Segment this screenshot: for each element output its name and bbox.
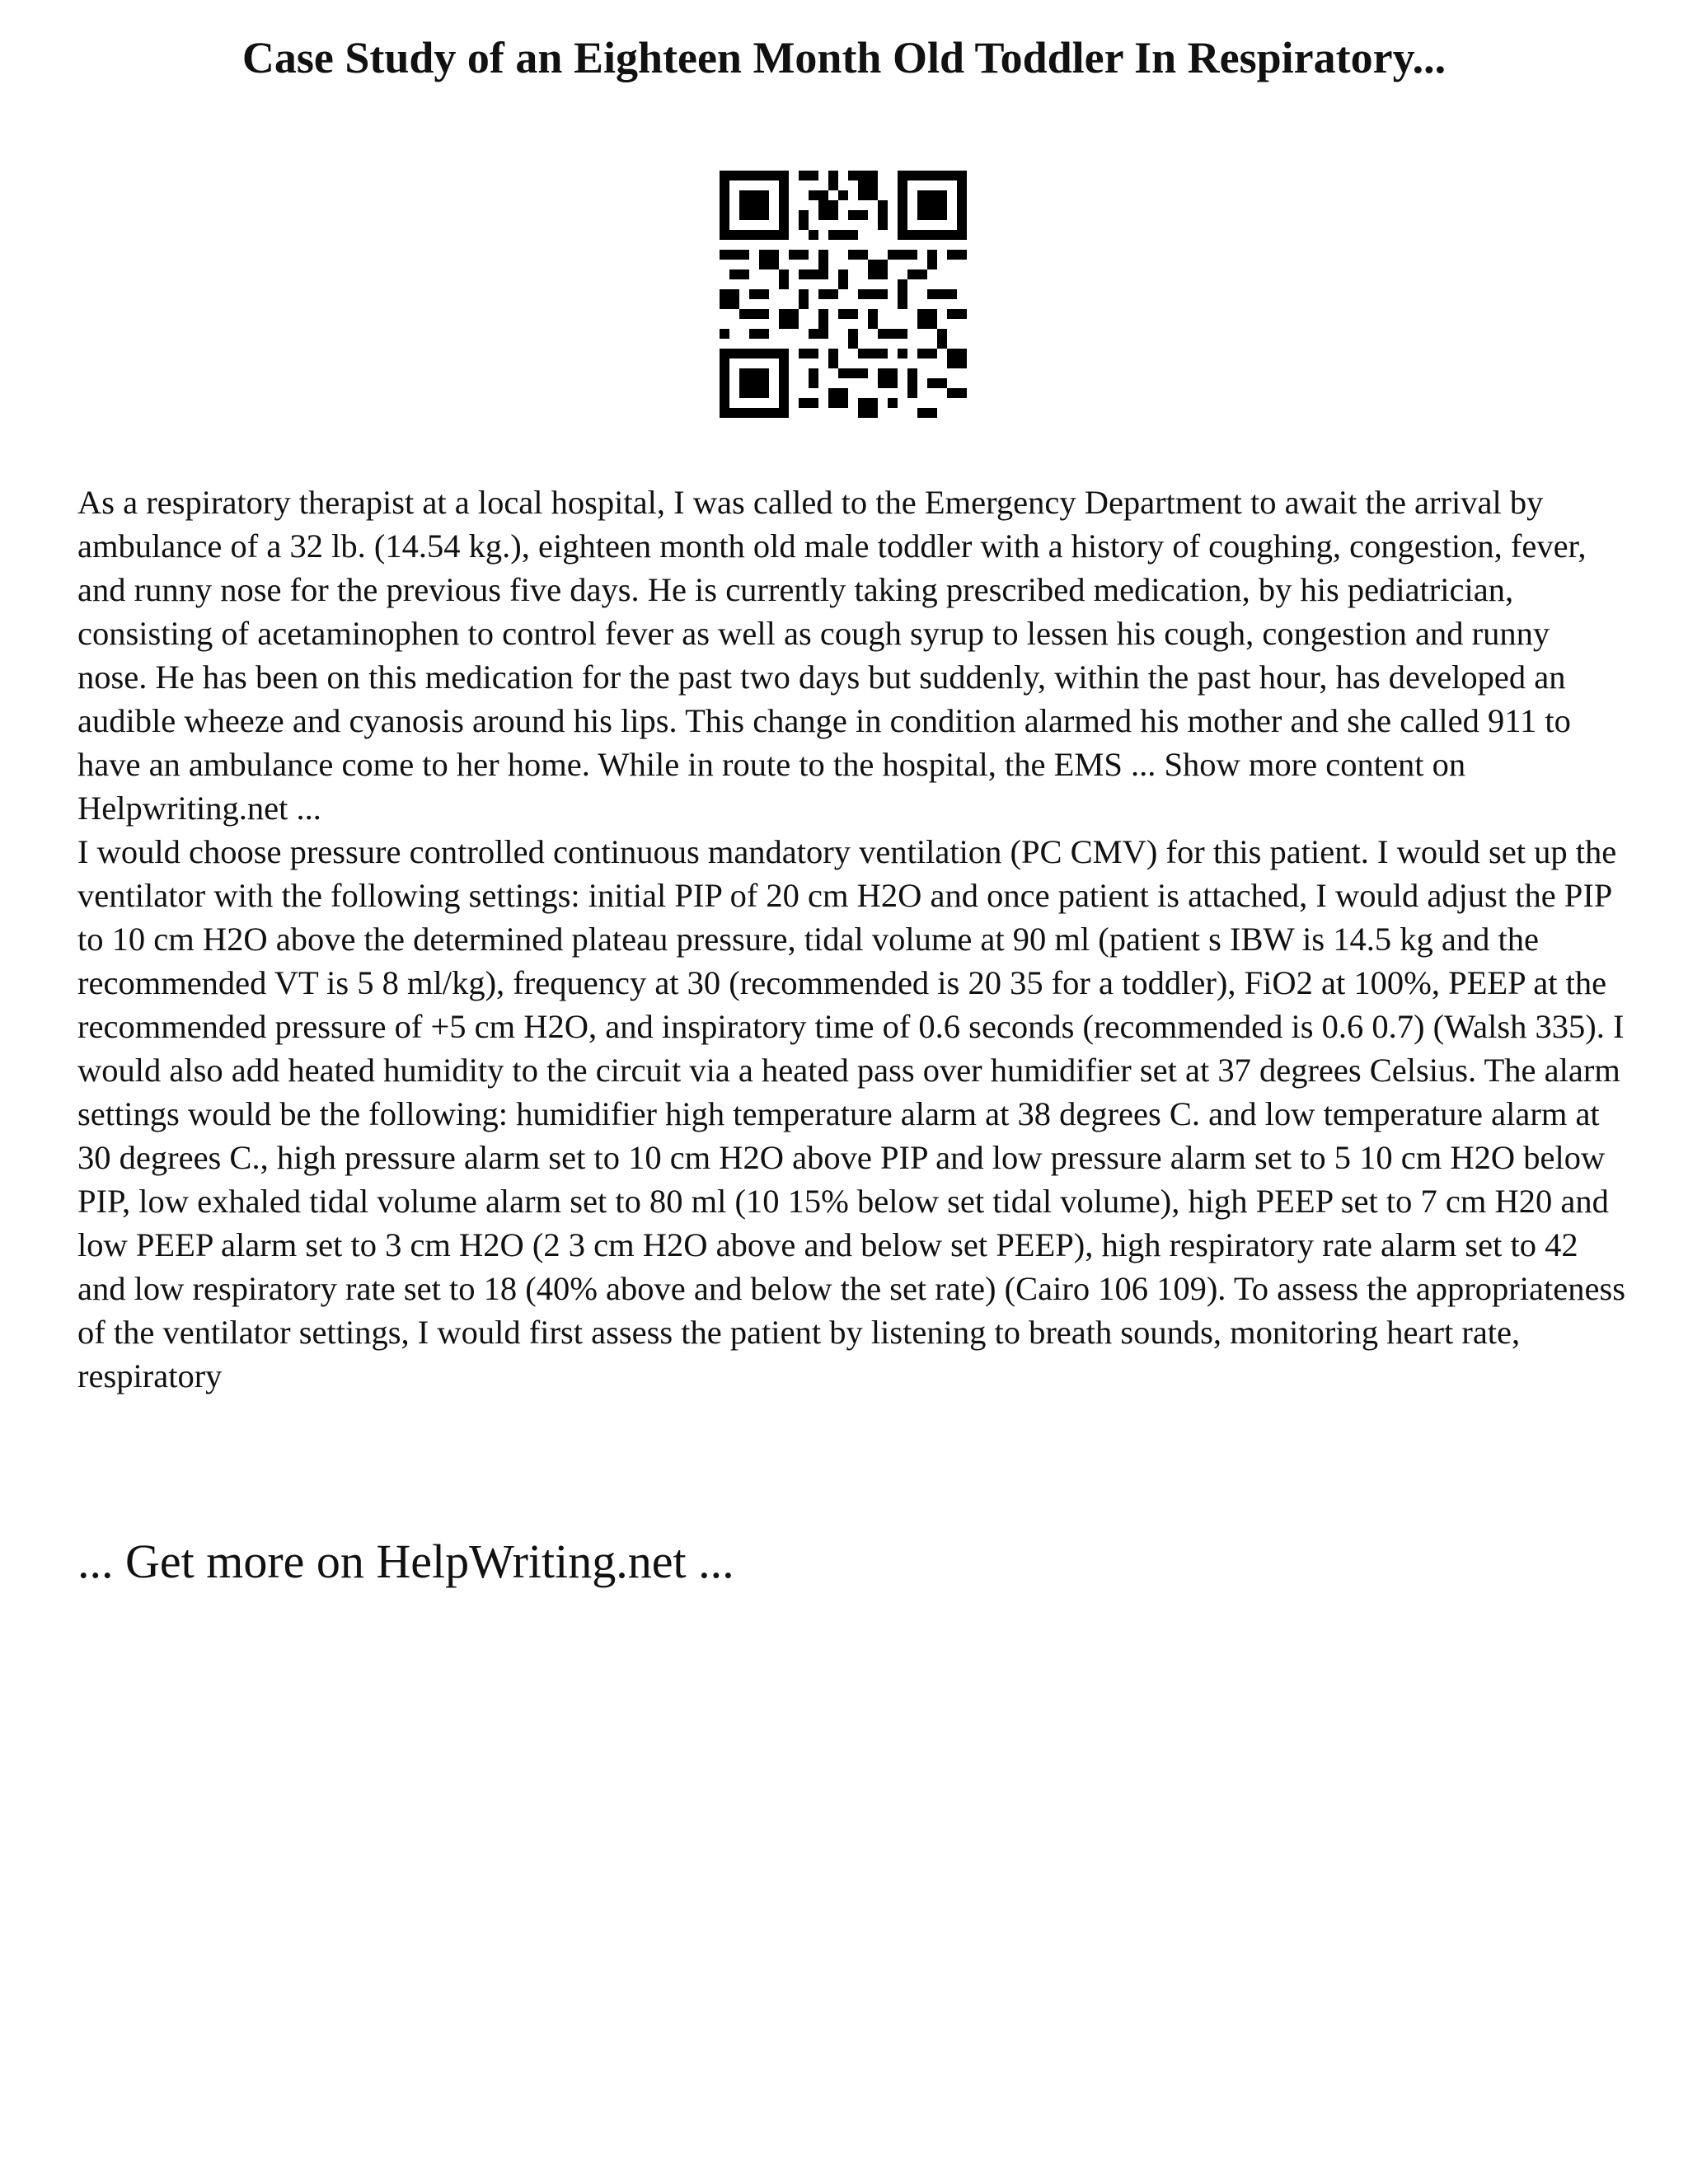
qr-code-graphic	[720, 171, 967, 418]
qr-code-icon	[720, 171, 967, 418]
body-paragraph: I would choose pressure controlled continuous mandatory ventilation (PC CMV) for this patient. I would set up the ventilator with the following settings: initial PIP of 20 cm H2O and once patient is attached, I would adjust the PIP to 10 cm H2O above the determined plateau pressure, tidal volume at 90 ml (patient s IBW is 14.5 kg and the recommended VT is 5 8 ml/kg), frequency at 30 (recommended is 20 35 for a toddler), FiO2 at 100%, PEEP at the recommended pressure of +5 cm H2O, and inspiratory time of 0.6 seconds (recommended is 0.6 0.7) (Walsh 335). I would also add heated humidity to the circuit via a heated pass over humidifier set at 37 degrees Celsius. The alarm settings would be the following: humidifier high temperature alarm at 38 degrees C. and low temperature alarm at 30 degrees C., high pressure alarm set to 10 cm H2O above PIP and low pressure alarm set to 5 10 cm H2O below PIP, low exhaled tidal volume alarm set to 80 ml (10 15% below set tidal volume), high PEEP set to 7 cm H20 and low PEEP alarm set to 3 cm H2O (2 3 cm H2O above and below set PEEP), high respiratory rate alarm set to 42 and low respiratory rate set to 18 (40% above and below the set rate) (Cairo 106 109). To assess the appropriateness of the ventilator settings, I would first assess the patient by listening to breath sounds, monitoring heart rate, respiratory	[77, 833, 1625, 1394]
get-more-link[interactable]: ... Get more on HelpWriting.net ...	[77, 1535, 734, 1588]
document-title: Case Study of an Eighteen Month Old Toddler In Respiratory...	[241, 33, 1447, 82]
body-paragraph: As a respiratory therapist at a local hospital, I was called to the Emergency Department to await the arrival by ambulance of a 32 lb. (14.54 kg.), eighteen month old male toddler with a history of coughing, congestion, fever, and runny nose for the previous five days. He is currently taking prescribed medication, by his pediatrician, consisting of acetaminophen to control fever as well as cough syrup to lessen his cough, congestion and runny nose. He has been on this medication for the past two days but suddenly, within the past hour, has developed an audible wheeze and cyanosis around his lips. This change in condition alarmed his mother and she called 911 to have an ambulance come to her home. While in route to the hospital, the EMS ... Show more content on Helpwriting.net ...	[77, 484, 1587, 827]
document-body	[77, 480, 1627, 1398]
